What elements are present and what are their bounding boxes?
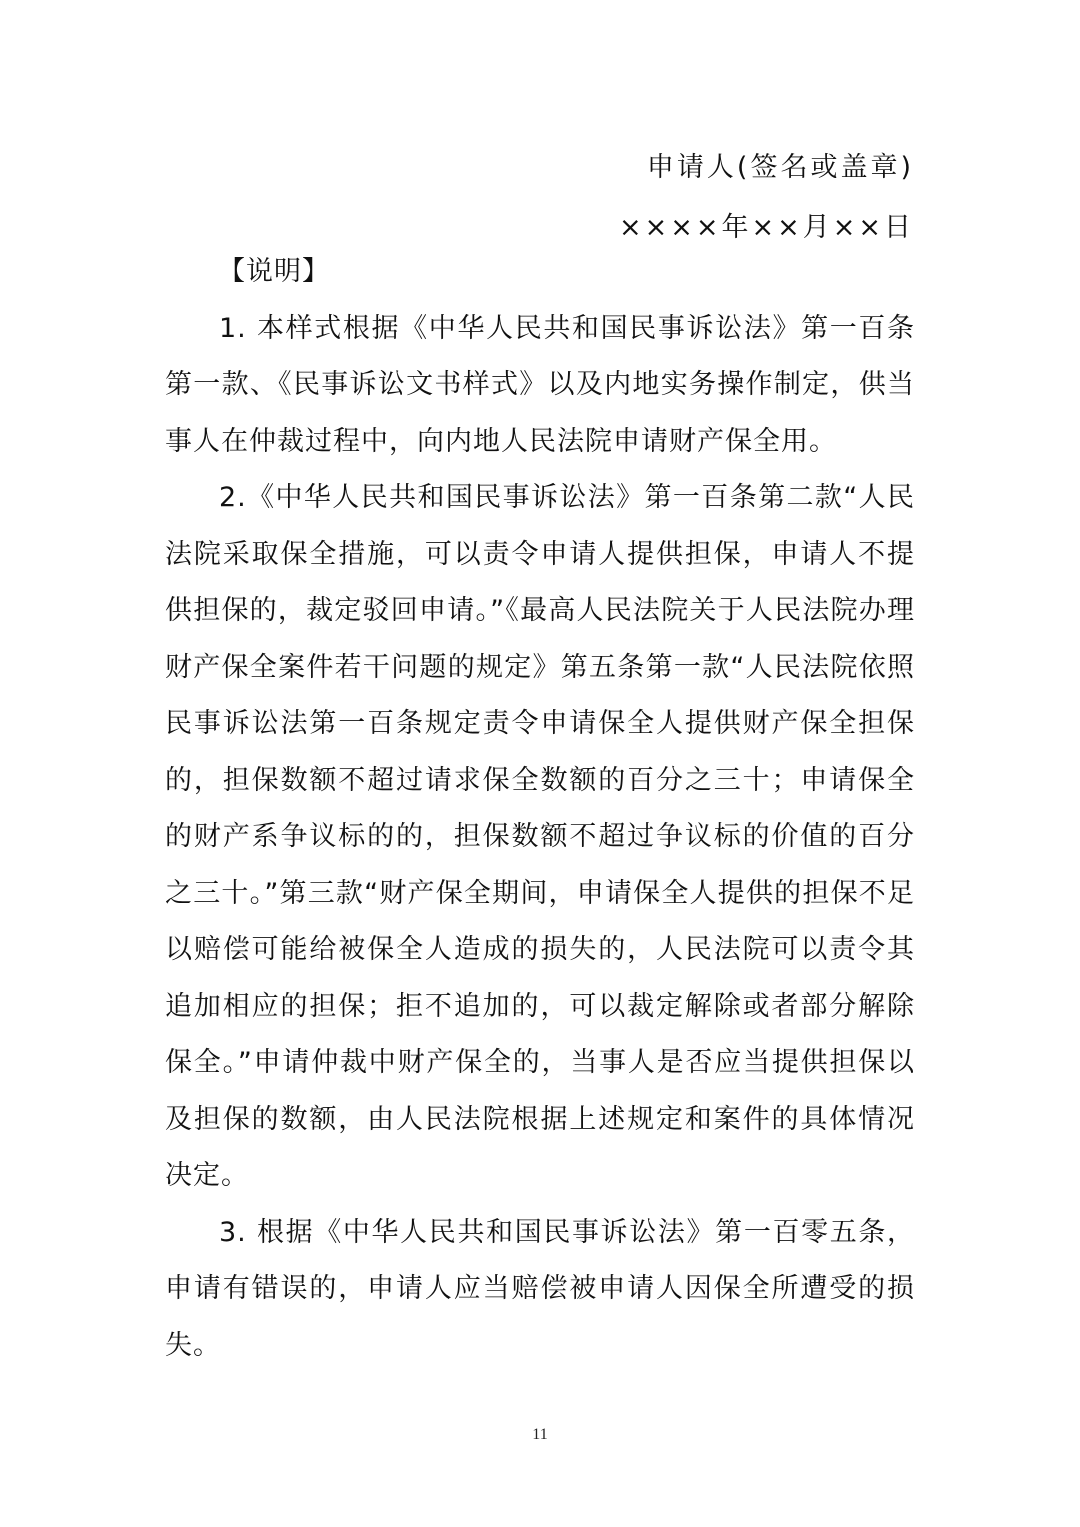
signature-block [619, 138, 914, 258]
notes-heading: 【说明】 [218, 256, 330, 287]
notes-section [165, 244, 915, 1374]
note-item-1: 1. 本样式根据《中华人民共和国民事诉讼法》第一百条第一款、《民事诉讼文书样式》以及内地实务操作制定，供当事人在仲裁过程中，向内地人民法院申请财产保全用。 [165, 312, 915, 457]
signature-date: ××××年××月××日 [619, 212, 914, 243]
note-item-2: 2.《中华人民共和国民事诉讼法》第一百条第二款“人民法院采取保全措施，可以责令申请人提供担保，申请人不提供担保的，裁定驳回申请。”《最高人民法院关于人民法院办理财产保全案件若干问题的规定》第五条第一款“人民法院依照民事诉讼法第一百条规定责令申请保全人提供财产保全担保的，担保数额不超过请求保全数额的百分之三十；申请保全的财产系争议标的的，担保数额不超过争议标的价值的百分之三十。”第三款“财产保全期间，申请保全人提供的担保不足以赔偿可能给被保全人造成的损失的，人民法院可以责令其追加相应的担保；拒不追加的，可以裁定解除或者部分解除保全。”申请仲裁中财产保全的，当事人是否应当提供担保以及担保的数额，由人民法院根据上述规定和案件的具体情况决定。 [165, 482, 915, 1191]
page-number: 11 [532, 1426, 548, 1443]
applicant-signature-label: 申请人(签名或盖章) [646, 152, 914, 183]
note-item-3: 3. 根据《中华人民共和国民事诉讼法》第一百零五条，申请有错误的，申请人应当赔偿被申请人因保全所遭受的损失。 [165, 1216, 915, 1361]
